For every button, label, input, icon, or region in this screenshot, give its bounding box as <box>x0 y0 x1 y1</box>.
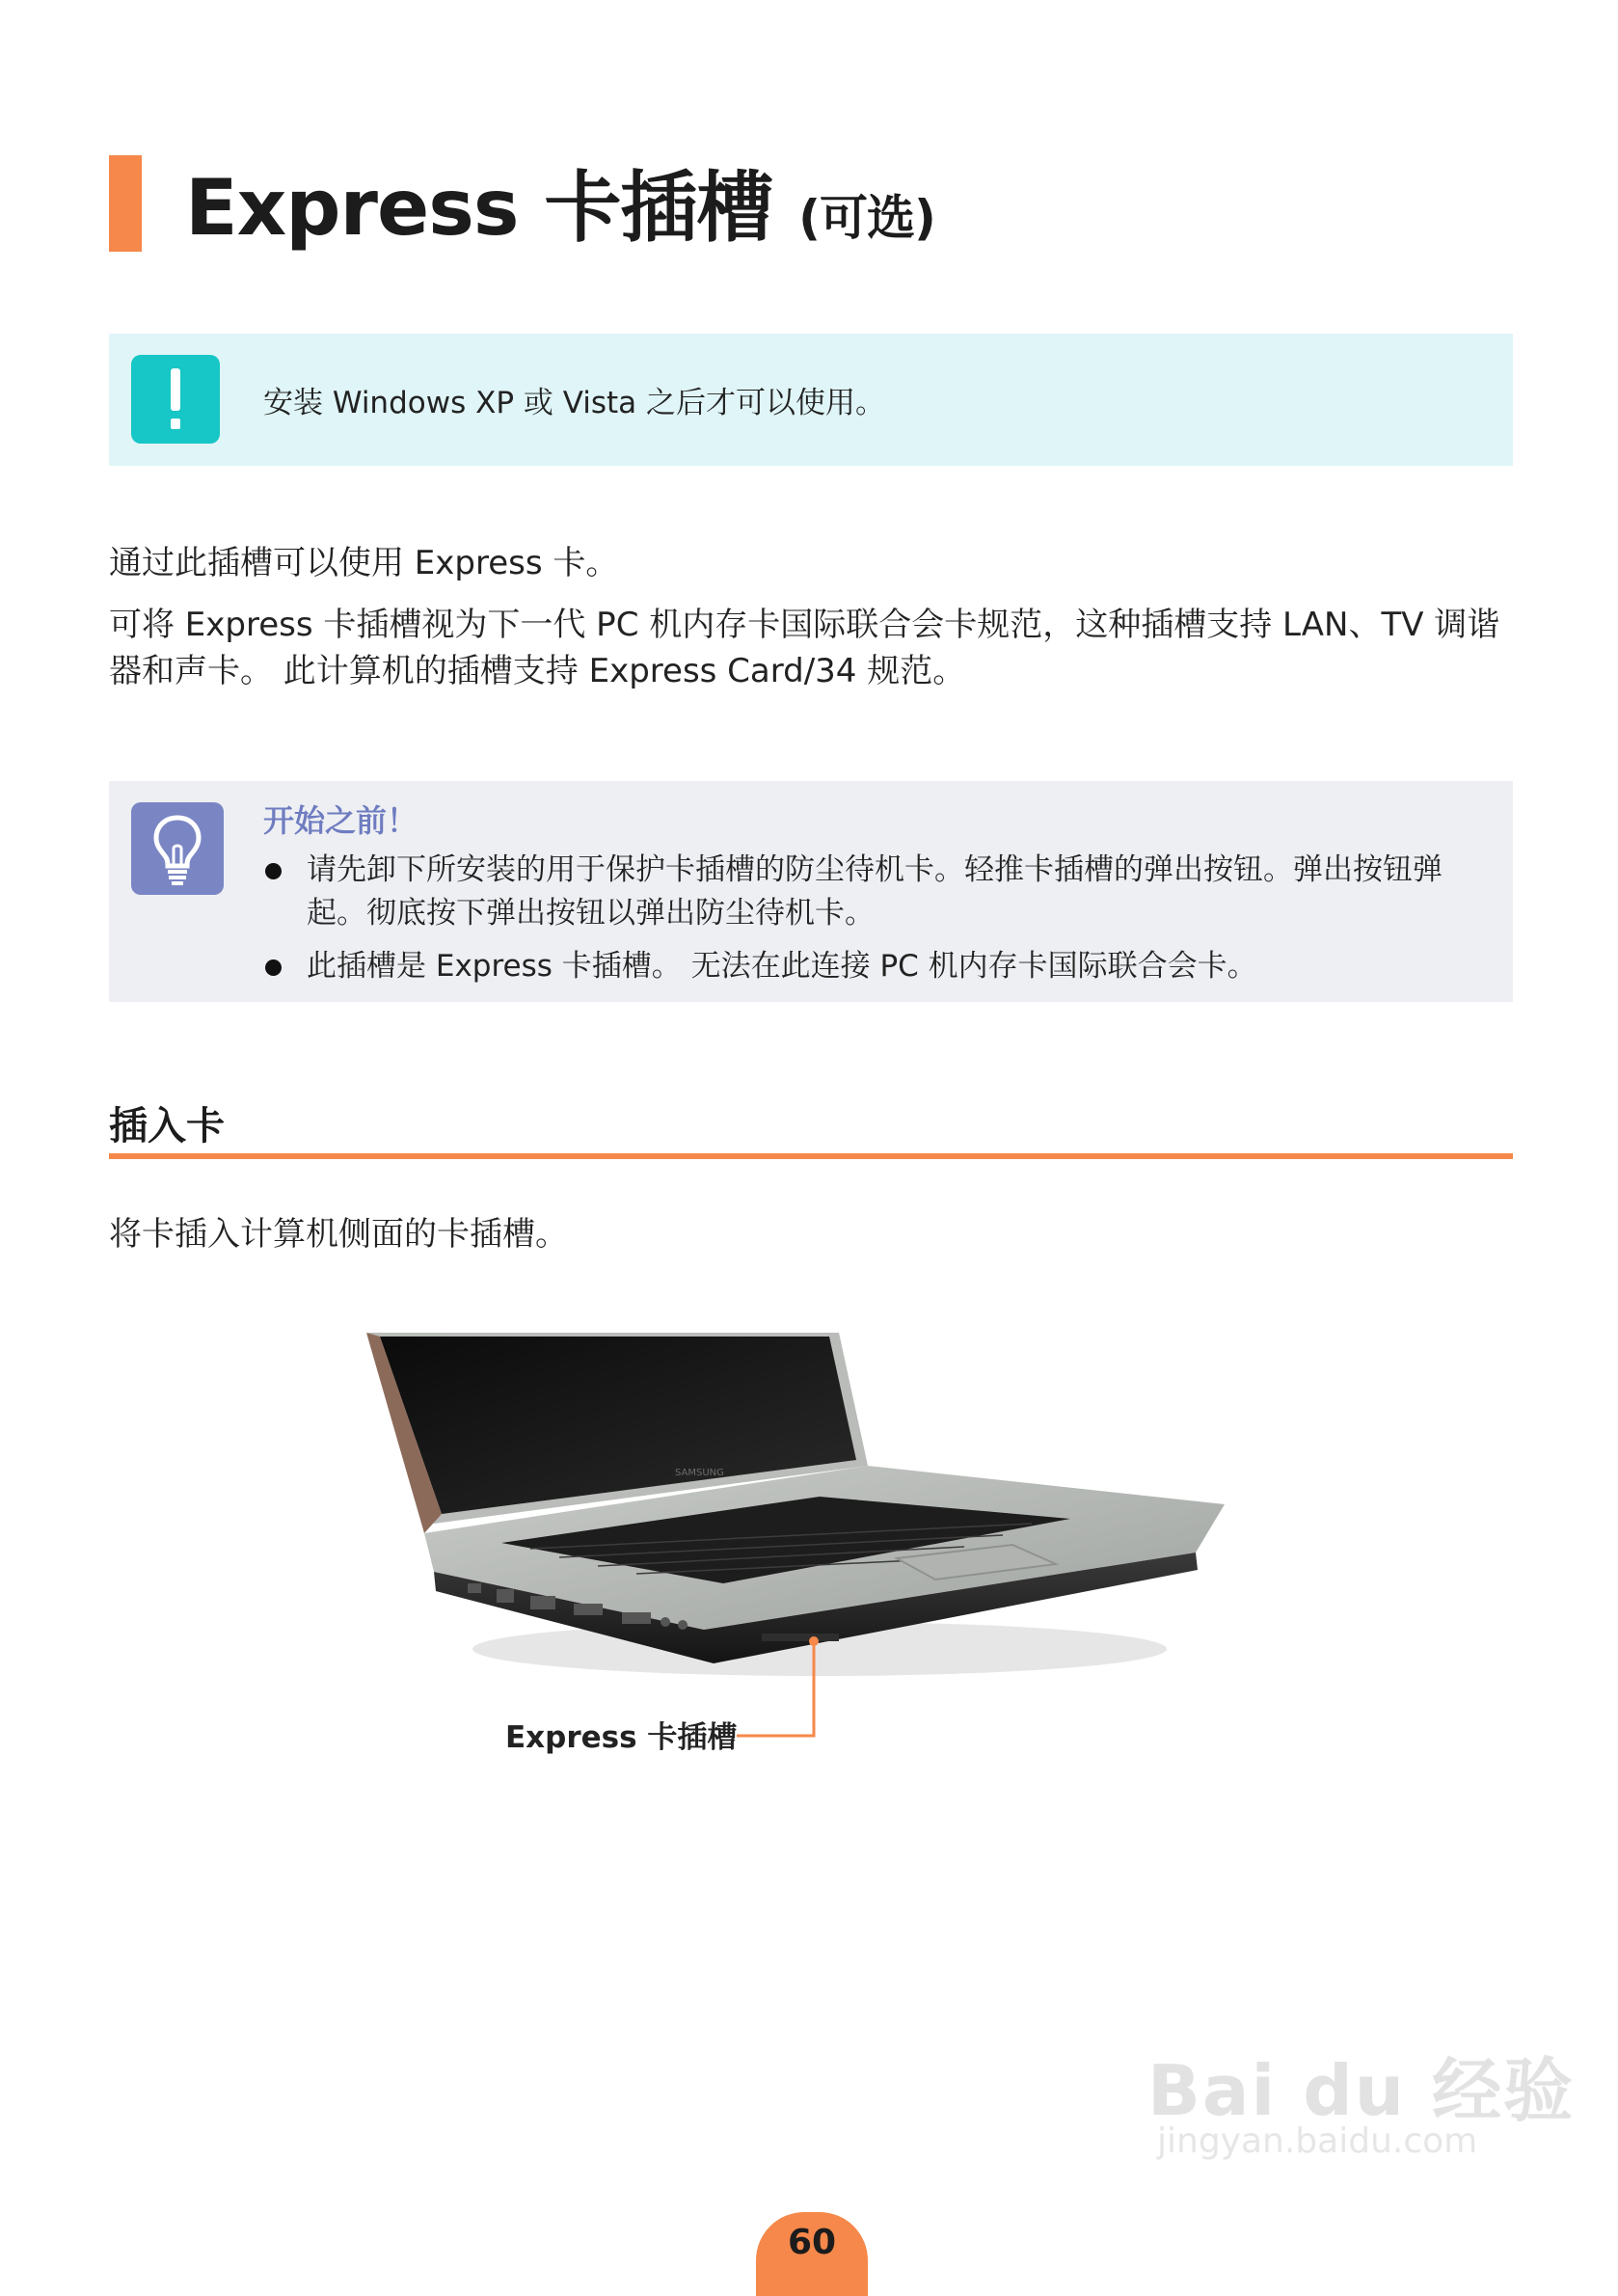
tip-list-item <box>263 945 1488 988</box>
lightbulb-icon <box>131 802 224 895</box>
section-text: 将卡插入计算机侧面的卡插槽。 <box>109 1215 568 1254</box>
baidu-watermark <box>1147 2035 1576 2170</box>
notice-text: 安装 Windows XP 或 Vista 之后才可以使用。 <box>263 386 886 420</box>
page-title <box>185 160 935 266</box>
laptop-illustration <box>357 1331 1244 1736</box>
figure-callout-label: Express 卡插槽 <box>505 1720 738 1755</box>
intro-paragraph-2: 可将 Express 卡插槽视为下一代 PC 机内存卡国际联合会卡规范，这种插槽支持 LAN、TV 调谐器和声卡。 此计算机的插槽支持 Express Card/34 规范。 <box>109 606 1500 690</box>
callout-leader-line <box>733 1726 849 1745</box>
page-title-optional: (可选) <box>798 190 935 246</box>
section-divider <box>109 1153 1513 1159</box>
page-number: 60 <box>787 2223 837 2262</box>
title-accent-bar <box>109 155 142 252</box>
tip-list-item <box>263 849 1488 935</box>
watermark-sub: jingyan.baidu.com <box>1157 2121 1478 2161</box>
section-title: 插入卡 <box>109 1104 225 1148</box>
tip-list <box>263 849 1488 998</box>
exclamation-icon <box>131 355 220 444</box>
tip-item-text: 请先卸下所安装的用于保护卡插槽的防尘待机卡。轻推卡插槽的弹出按钮。弹出按钮弹起。彻底按下弹出按钮以弹出防尘待机卡。 <box>307 852 1443 931</box>
watermark-main: Bai du 经验 <box>1147 2050 1576 2131</box>
bullet-icon <box>265 863 282 879</box>
bullet-icon <box>265 959 282 976</box>
page-title-main: Express 卡插槽 <box>185 163 773 253</box>
brand-logo: SAMSUNG <box>675 1468 724 1478</box>
tip-item-text: 此插槽是 Express 卡插槽。 无法在此连接 PC 机内存卡国际联合会卡。 <box>307 949 1257 984</box>
tip-title: 开始之前！ <box>263 802 418 839</box>
intro-paragraph-1: 通过此插槽可以使用 Express 卡。 <box>109 544 619 582</box>
